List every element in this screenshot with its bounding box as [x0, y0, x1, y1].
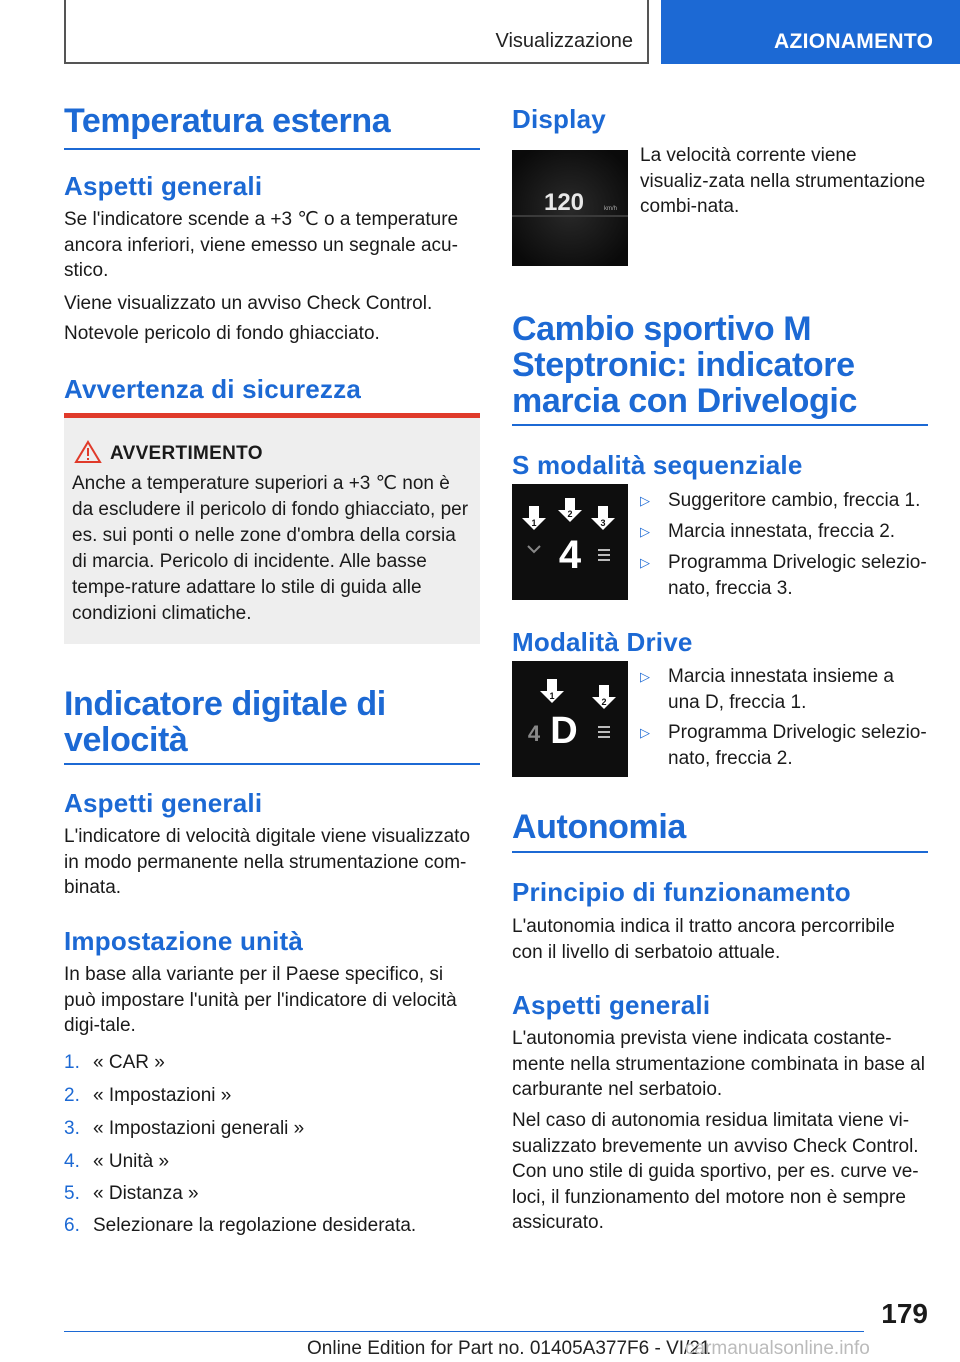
step-item: [64, 1215, 480, 1239]
step-item: [64, 1052, 480, 1076]
step-number: 2.: [64, 1085, 80, 1106]
step-text: Selezionare la regolazione desiderata.: [93, 1215, 417, 1236]
step-text: « Unità »: [93, 1151, 170, 1172]
digital-speed-general-title: Aspetti generali: [64, 788, 263, 818]
triangle-bullet-icon: ▷: [640, 669, 650, 684]
range-general-title: Aspetti generali: [512, 990, 711, 1020]
header-section-box: [64, 0, 649, 64]
seq-arrow-3-label: 3: [600, 518, 606, 528]
seq-arrow-2-label: 2: [567, 509, 573, 519]
step-item: [64, 1085, 480, 1109]
drive-prefix-gear: 4: [527, 721, 541, 746]
outside-temp-general-p3: Notevole pericolo di fondo ghiacciato.: [64, 323, 380, 344]
step-number: 5.: [64, 1183, 80, 1204]
footer-edition: Online Edition for Part no. 01405A377F6 - VI/21: [307, 1338, 711, 1359]
range-general-p2: Nel caso di autonomia residua limitata viene vi-sualizzato brevemente un avviso Check Control. Con uno stile di guida sportivo, per es. curve ve-loci, il funzionamento del motore non è sempre assicurato.: [512, 1110, 919, 1233]
footer-watermark: carmanualsonline.info: [685, 1338, 870, 1359]
steptronic-heading-block: [512, 311, 928, 426]
drive-bullet-item: [640, 664, 928, 716]
steptronic-title: Cambio sportivo M Steptronic: indicatore marcia con Drivelogic: [512, 310, 857, 420]
step-number: 6.: [64, 1215, 80, 1236]
sequential-bullet-item: [640, 488, 928, 514]
triangle-bullet-icon: ▷: [640, 555, 650, 570]
speed-unit: km/h: [604, 206, 618, 212]
bullet-text: Marcia innestata, freccia 2.: [668, 521, 896, 542]
range-title: Autonomia: [512, 808, 686, 846]
unit-setting-title: Impostazione unità: [64, 926, 304, 956]
triangle-bullet-icon: ▷: [640, 524, 650, 539]
triangle-bullet-icon: ▷: [640, 725, 650, 740]
range-heading-block: [512, 809, 928, 853]
drive-mode-title: Modalità Drive: [512, 627, 693, 657]
drive-gear-image: [512, 661, 628, 777]
warning-triangle-icon: [74, 440, 102, 469]
speed-value: 120: [543, 189, 585, 216]
page-number: 179: [881, 1298, 928, 1329]
speed-display-image: [512, 150, 628, 266]
bullet-text: Suggeritore cambio, freccia 1.: [668, 490, 921, 511]
range-principle-p: L'autonomia indica il tratto ancora percorribile con il livello di serbatoio attuale.: [512, 916, 895, 963]
bullet-text: Programma Drivelogic selezio-nato, freccia 3.: [668, 552, 927, 599]
sequential-mode-title: S modalità sequenziale: [512, 450, 803, 480]
step-text: « CAR »: [93, 1052, 165, 1073]
range-principle-title: Principio di funzionamento: [512, 877, 851, 907]
step-text: « Impostazioni generali »: [93, 1118, 305, 1139]
outside-temp-general-title: Aspetti generali: [64, 171, 263, 201]
drive-bullet-item: [640, 720, 928, 772]
step-text: « Impostazioni »: [93, 1085, 232, 1106]
drive-gear-value: D: [550, 710, 578, 752]
sequential-gear-image: [512, 484, 628, 600]
safety-title: Avvertenza di sicurezza: [64, 374, 361, 404]
header-section-label: Visualizzazione: [495, 30, 633, 52]
warning-text: Anche a temperature superiori a +3 ℃ non è da escludere il pericolo di fondo ghiacciato, per es. sui ponti o nelle zone d'ombra della corsia di marcia. Pericolo di incidente. Alle basse tempe-rature adattare lo stile di guida alle condizioni climatiche.: [72, 473, 469, 624]
sequential-bullet-item: [640, 550, 928, 602]
header-chapter-tab: AZIONAMENTO: [661, 0, 960, 64]
footer-divider: [64, 1331, 864, 1332]
digital-speed-heading-block: [64, 686, 480, 765]
bullet-text: Programma Drivelogic selezio-nato, freccia 2.: [668, 722, 927, 769]
step-text: « Distanza »: [93, 1183, 199, 1204]
outside-temp-general-p1: Se l'indicatore scende a +3 ℃ o a temperature ancora inferiori, viene emesso un segnale acu-stico.: [64, 209, 459, 281]
drive-arrow-2-label: 2: [601, 697, 607, 707]
warning-label: AVVERTIMENTO: [110, 443, 263, 464]
step-number: 1.: [64, 1052, 80, 1073]
warning-box: [64, 413, 480, 644]
step-number: 3.: [64, 1118, 80, 1139]
seq-arrow-1-label: 1: [531, 518, 537, 528]
outside-temp-heading-block: [64, 103, 480, 150]
digital-speed-title: Indicatore digitale di velocità: [64, 685, 386, 759]
display-text: La velocità corrente viene visualiz-zata nella strumentazione combi-nata.: [640, 145, 926, 217]
drive-arrow-1-label: 1: [549, 691, 555, 701]
seq-gear-value: 4: [558, 533, 582, 577]
step-item: [64, 1118, 480, 1142]
outside-temp-title: Temperatura esterna: [64, 102, 391, 140]
step-item: [64, 1151, 480, 1175]
unit-setting-p: In base alla variante per il Paese specifico, si può impostare l'unità per l'indicatore di velocità digi-tale.: [64, 964, 457, 1036]
digital-speed-general-p: L'indicatore di velocità digitale viene visualizzato in modo permanente nella strumentazione com-binata.: [64, 826, 471, 898]
sequential-bullet-item: [640, 519, 928, 545]
triangle-bullet-icon: ▷: [640, 493, 650, 508]
display-title: Display: [512, 104, 606, 134]
range-general-p1: L'autonomia prevista viene indicata costante-mente nella strumentazione combinata in base al carburante nel serbatoio.: [512, 1028, 925, 1100]
step-item: [64, 1183, 480, 1207]
bullet-text: Marcia innestata insieme a una D, freccia 1.: [668, 666, 894, 713]
outside-temp-general-p2: Viene visualizzato un avviso Check Control.: [64, 293, 433, 314]
step-number: 4.: [64, 1151, 80, 1172]
